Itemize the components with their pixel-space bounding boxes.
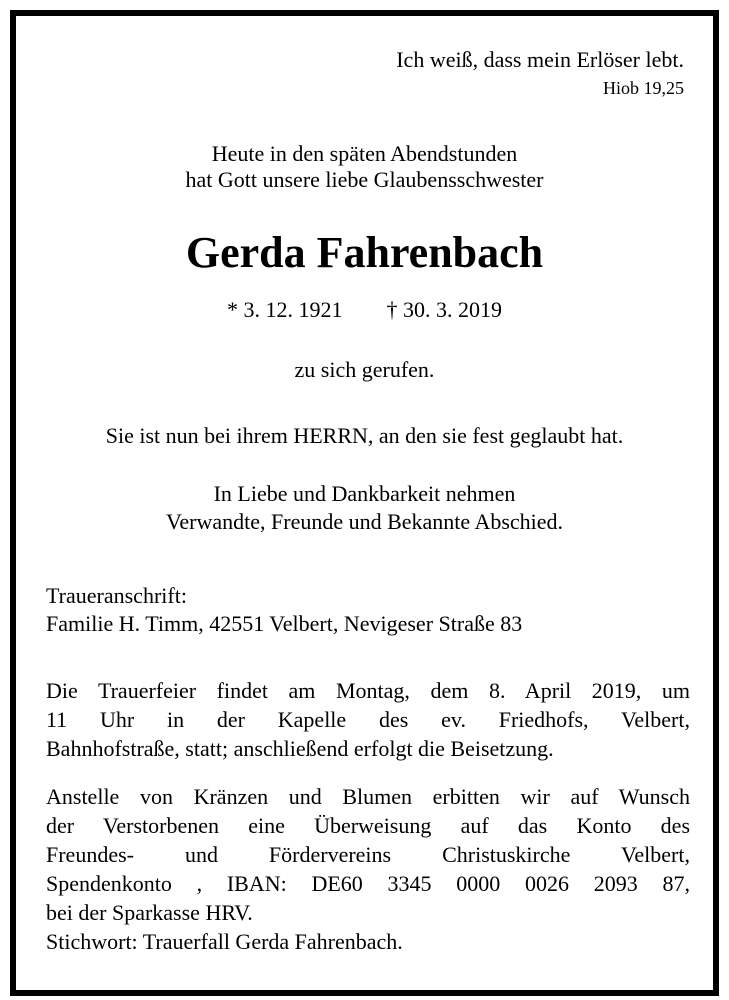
donation-line: bei der Sparkasse HRV. [46, 900, 253, 925]
farewell-line-1: In Liebe und Dankbarkeit nehmen [213, 481, 516, 506]
intro-line-2: hat Gott unsere liebe Glaubensschwester [185, 167, 544, 192]
bible-verse: Ich weiß, dass mein Erlöser lebt. [396, 47, 684, 72]
donation-line: Freundes- und Fördervereins Christuskirche Velbert, [46, 842, 690, 867]
bible-reference: Hiob 19,25 [603, 78, 684, 98]
faith-statement: Sie ist nun bei ihrem HERRN, an den sie fest geglaubt hat. [105, 423, 624, 448]
donation-line: Stichwort: Trauerfall Gerda Fahrenbach. [46, 929, 403, 954]
intro-line-1: Heute in den späten Abendstunden [211, 141, 518, 166]
service-line: Die Trauerfeier findet am Montag, dem 8. April 2019, um [46, 678, 690, 703]
donation-line: Spendenkonto , IBAN: DE60 3345 0000 0026 2093 87, [46, 871, 690, 896]
donation-line: der Verstorbenen eine Überweisung auf das Konto des [46, 813, 690, 838]
donation-line: Anstelle von Kränzen und Blumen erbitten wir auf Wunsch [46, 784, 690, 809]
funeral-service-paragraph [46, 676, 690, 763]
birth-date: * 3. 12. 1921 [227, 297, 343, 322]
mourning-address: Familie H. Timm, 42551 Velbert, Nevigeser Straße 83 [46, 611, 523, 636]
deceased-name: Gerda Fahrenbach [185, 228, 544, 277]
service-line: 11 Uhr in der Kapelle des ev. Friedhofs, Velbert, [46, 707, 690, 732]
service-line: Bahnhofstraße, statt; anschließend erfolgt die Beisetzung. [46, 736, 554, 761]
called-home-text: zu sich gerufen. [294, 357, 435, 382]
address-label: Traueranschrift: [46, 583, 187, 608]
farewell-line-2: Verwandte, Freunde und Bekannte Abschied. [165, 509, 564, 534]
donation-paragraph [46, 782, 690, 956]
death-date: † 30. 3. 2019 [386, 297, 502, 322]
life-dates [0, 298, 729, 322]
